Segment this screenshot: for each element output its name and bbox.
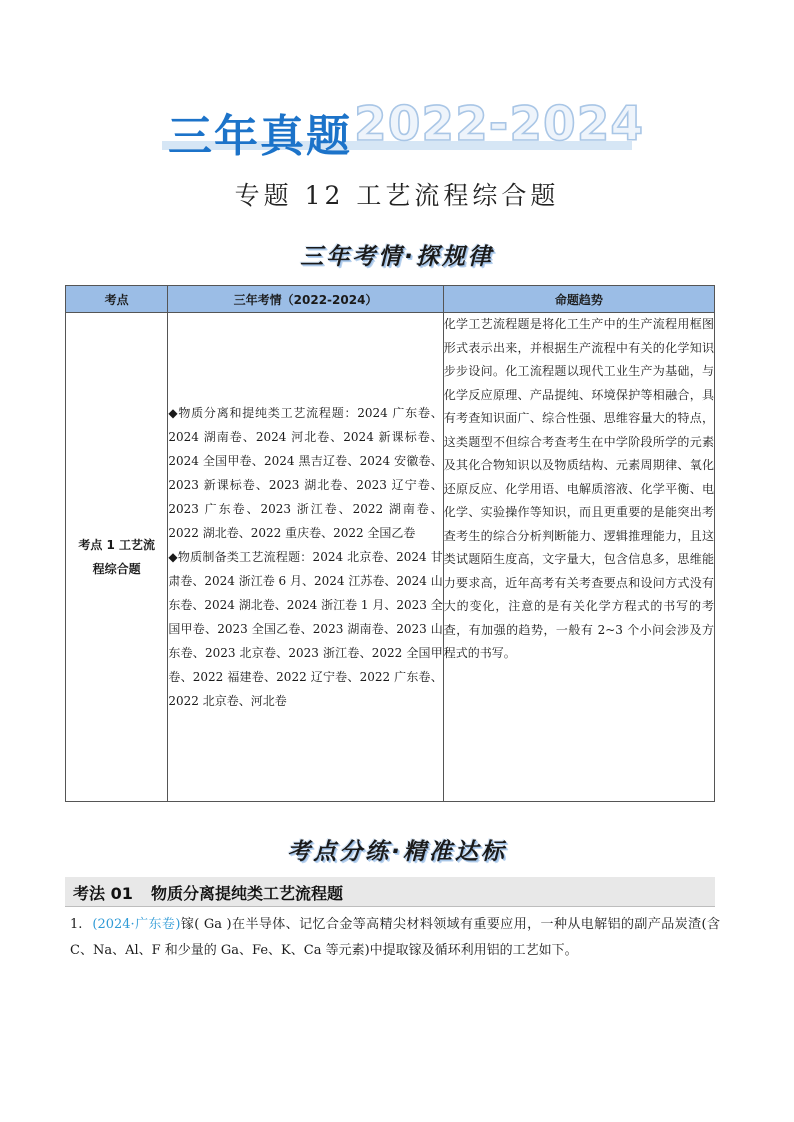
method-title: 物质分离提纯类工艺流程题 bbox=[151, 884, 344, 903]
knowledge-point-line-1: 考点 1 工艺流 bbox=[78, 538, 156, 552]
header-trend: 命题趋势 bbox=[443, 286, 714, 313]
question-text: 镓( Ga )在半导体、记忆合金等高精尖材料领域有重要应用，一种从电解铝的副产品炭渣(含 C、Na、Al、F 和少量的 Ga、Fe、K、Ca 等元素)中提取镓及循环利用铝的工艺如下。 bbox=[70, 917, 720, 958]
banner-title-right: 2022-2024 bbox=[354, 97, 645, 152]
exam-overview-table bbox=[65, 285, 715, 802]
knowledge-point-cell bbox=[66, 313, 168, 802]
header-exam-situation: 三年考情（2022-2024） bbox=[168, 286, 443, 313]
knowledge-point-line-2: 程综合题 bbox=[92, 562, 141, 576]
question-1 bbox=[70, 912, 720, 964]
question-number: 1. bbox=[70, 917, 83, 932]
trend-cell bbox=[443, 313, 714, 802]
practice-heading: 考点分练·精准达标 bbox=[287, 839, 507, 865]
question-source: (2024·广东卷) bbox=[92, 917, 181, 932]
method-header bbox=[65, 877, 715, 907]
table-header-row bbox=[66, 286, 715, 313]
trend-text: 化学工艺流程题是将化工生产中的生产流程用框图形式表示出来，并根据生产流程中有关的化学知识步步设问。化工流程题以现代工业生产为基础，与化学反应原理、产品提纯、环境保护等相融合，具有考查知识面广、综合性强、思维容量大的特点，这类题型不但综合考查考生在中学阶段所学的元素及其化合物知识以及物质结构、元素周期律、氧化还原反应、化学用语、电解质溶液、化学平衡、电化学、实验操作等知识，而且更重要的是能突出考查考生的综合分析判断能力、逻辑推理能力，且这类试题陌生度高，文字量大，包含信息多，思维能力要求高，近年高考有关考查要点和设问方式没有大的变化，注意的是有关化学方程式的书写的考查，有加强的趋势，一般有 2~3 个小问会涉及方程式的书写。 bbox=[443, 317, 714, 660]
situation-separation-list: ◆物质分离和提纯类工艺流程题：2024 广东卷、2024 湖南卷、2024 河北卷、2024 新课标卷、2024 全国甲卷、2024 黑吉辽卷、2024 安徽卷、2023 新课标卷、2023 湖北卷、2023 辽宁卷、2023 广东卷、2023 浙江卷、2022 湖南卷、2022 湖北卷、2022 重庆卷、2022 全国乙卷 bbox=[168, 406, 443, 540]
banner-title-left: 三年真题 bbox=[168, 111, 352, 162]
table-row bbox=[66, 313, 715, 802]
overview-heading: 三年考情·探规律 bbox=[300, 244, 494, 270]
method-label: 考法 01 bbox=[73, 884, 133, 903]
subject-title: 专题 12 工艺流程综合题 bbox=[234, 181, 560, 210]
header-knowledge-point: 考点 bbox=[66, 286, 168, 313]
title-banner bbox=[160, 97, 645, 162]
exam-situation-cell bbox=[168, 313, 443, 802]
situation-preparation-list: ◆物质制备类工艺流程题：2024 北京卷、2024 甘肃卷、2024 浙江卷 6 月、2024 江苏卷、2024 山东卷、2024 湖北卷、2024 浙江卷 1 月、2023 全国甲卷、2023 全国乙卷、2023 湖南卷、2023 山东卷、2023 北京卷、2023 浙江卷、2022 全国甲卷、2022 福建卷、2022 辽宁卷、2022 广东卷、2022 北京卷、河北卷 bbox=[168, 550, 443, 708]
